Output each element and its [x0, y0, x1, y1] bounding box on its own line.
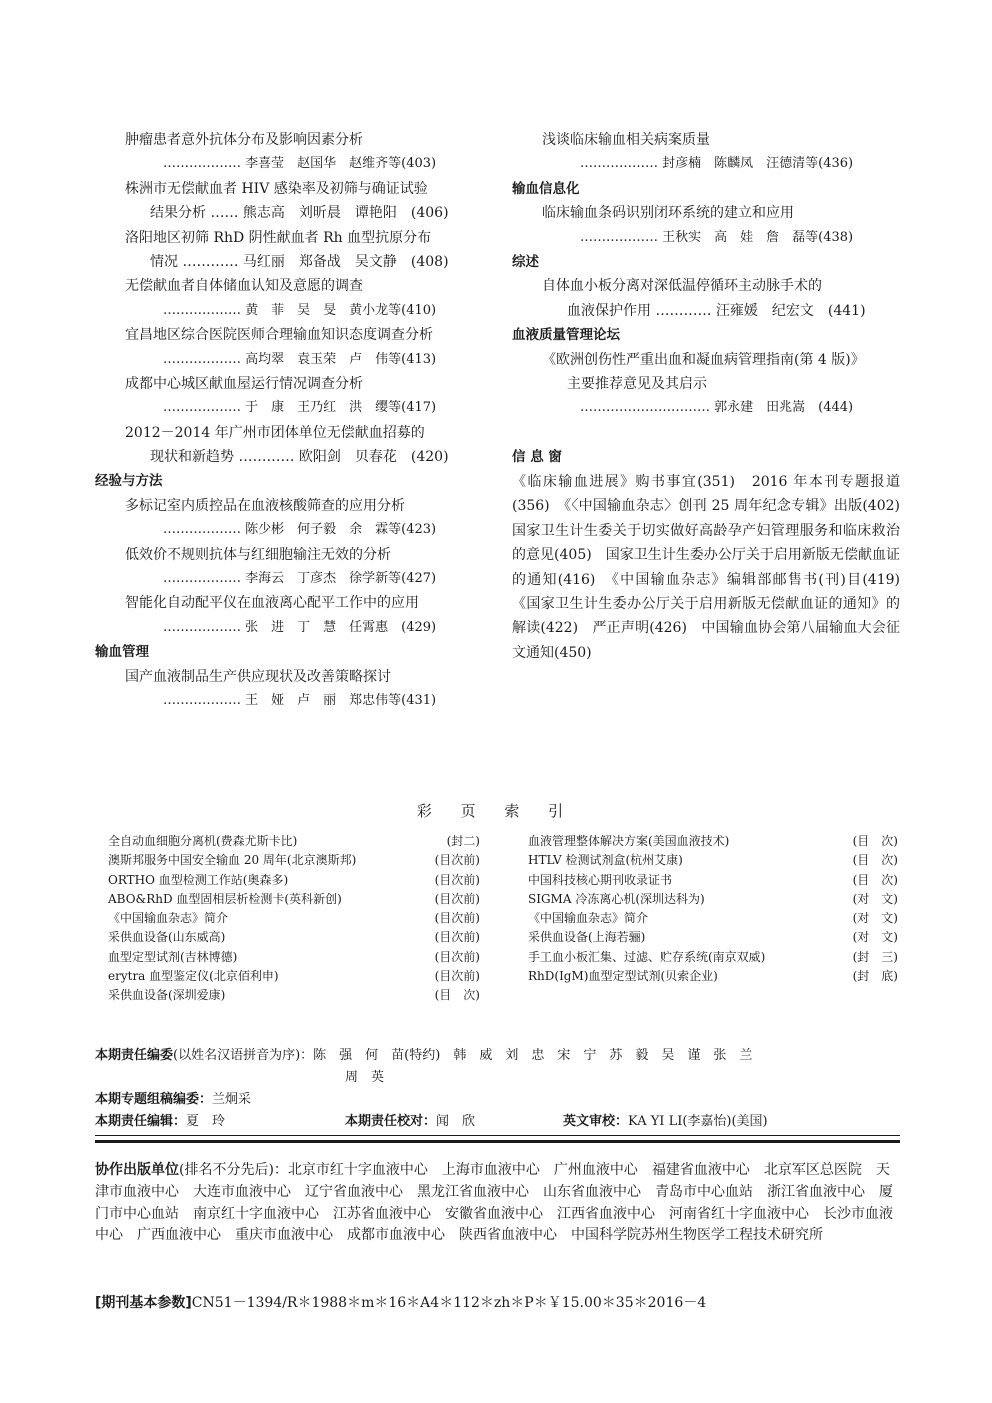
- special-editor-line: [95, 1090, 900, 1110]
- color-index-row: [108, 890, 480, 909]
- article-title: 株洲市无偿献血者 HIV 感染率及初筛与确证试验: [125, 180, 428, 197]
- proofreader-value: 闻 欣: [436, 1114, 476, 1129]
- color-index-page: (目次前): [434, 891, 480, 906]
- color-index-row: [108, 909, 480, 928]
- article-authors: ………………………… 郭永建 田兆嵩 (444): [580, 400, 854, 416]
- article-title: 国产血液制品生产供应现状及改善策略探讨: [125, 668, 391, 685]
- color-index-page: (对 文): [852, 891, 898, 906]
- article-title: 自体血小板分离对深低温停循环主动脉手术的: [542, 278, 822, 295]
- special-editor-value: 兰炯采: [212, 1092, 252, 1107]
- color-index-item: 血液管理整体解决方案(美国血液技术): [528, 834, 730, 848]
- color-index-row: [108, 851, 480, 870]
- color-index-title: 彩 页 索 引: [416, 802, 576, 820]
- article-authors: ……………… 李海云 丁彦杰 徐学新等(427): [163, 571, 437, 587]
- article-title: 现状和新趋势 ………… 欧阳剑 贝春花 (420): [150, 449, 449, 466]
- color-index-item: 全自动血细胞分离机(费森尤斯卡比): [108, 834, 298, 848]
- section-heading: 经验与方法: [95, 473, 163, 490]
- color-index-page: (封 三): [852, 949, 898, 964]
- color-index-item: HTLV 检测试剂盒(杭州艾康): [528, 853, 683, 868]
- color-index-page: (目 次): [434, 988, 480, 1003]
- color-index-left: [108, 832, 480, 1006]
- section-heading: 信 息 窗: [512, 449, 562, 466]
- color-index-page: (封 底): [852, 969, 898, 984]
- color-index-item: RhD(IgM)血型定型试剂(贝索企业): [528, 969, 718, 984]
- color-index-row: [108, 967, 480, 986]
- article-title: 结果分析 …… 熊志高 刘昕晨 谭艳阳 (406): [150, 205, 449, 222]
- contents-right-column: [512, 128, 902, 469]
- color-index-row: [528, 909, 898, 928]
- section-heading: 血液质量管理论坛: [512, 327, 620, 344]
- color-index-page: (目次前): [434, 911, 480, 926]
- article-title: 《欧洲创伤性严重出血和凝血病管理指南(第 4 版)》: [542, 351, 865, 368]
- color-index-item: erytra 血型鉴定仪(北京佰利申): [108, 969, 279, 984]
- editors-line-2: [345, 1067, 545, 1089]
- color-index-page: (对 文): [852, 930, 898, 945]
- color-index-page: (对 文): [852, 911, 898, 926]
- journal-parameters: [95, 1292, 900, 1314]
- article-title: 低效价不规则抗体与红细胞输注无效的分析: [125, 546, 391, 563]
- color-index-page: (目 次): [852, 853, 898, 868]
- article-title: 智能化自动配平仪在血液离心配平工作中的应用: [125, 595, 419, 612]
- color-index-item: 《中国输血杂志》简介: [528, 911, 649, 926]
- color-index-item: SIGMA 冷冻离心机(深圳达科为): [528, 891, 705, 906]
- color-index-row: [528, 890, 898, 909]
- editors-label: 本期责任编委: [95, 1048, 174, 1063]
- english-reviewer: [563, 1114, 768, 1129]
- article-authors: ……………… 王秋实 高 娃 詹 磊等(438): [580, 229, 854, 245]
- article-title: 洛阳地区初筛 RhD 阴性献血者 Rh 血型抗原分布: [125, 229, 432, 246]
- section-heading: 输血管理: [95, 644, 149, 661]
- color-index-row: [528, 948, 898, 967]
- color-index-page: (目 次): [852, 834, 898, 848]
- color-index-page: (目 次): [852, 872, 898, 887]
- color-index-row: [108, 832, 480, 851]
- article-title: 肿瘤患者意外抗体分布及影响因素分析: [125, 132, 363, 148]
- editors-names: 陈 强 何 苗(特约) 韩 威 刘 忠 宋 宁 苏 毅 吴 谨 张 兰: [313, 1048, 753, 1063]
- color-index-row: [528, 928, 898, 947]
- params-label: [期刊基本参数]: [95, 1295, 192, 1311]
- color-index-item: 采供血设备(上海若骊): [528, 930, 646, 945]
- special-editor-label: 本期专题组稿编委：: [95, 1092, 213, 1107]
- params-value: CN51－1394/R＊1988＊m＊16＊A4＊112＊zh＊P＊￥15.00＊35＊2016－4: [191, 1295, 707, 1311]
- color-index-row: [108, 871, 480, 890]
- info-window-text: [512, 470, 914, 665]
- article-authors: ……………… 王 娅 卢 丽 郑忠伟等(431): [163, 692, 437, 708]
- article-authors: ……………… 黄 菲 吴 旻 黄小龙等(410): [163, 302, 437, 318]
- article-title: 血液保护作用 ………… 汪雍媛 纪宏文 (441): [567, 302, 866, 319]
- article-title: 多标记室内质控品在血液核酸筛查的应用分析: [125, 497, 405, 514]
- article-authors: ……………… 于 康 王乃红 洪 缨等(417): [163, 400, 437, 416]
- article-title: 成都中心城区献血屋运行情况调查分析: [125, 375, 363, 392]
- cooperating-units: [95, 1160, 900, 1247]
- color-index-item: ORTHO 血型检测工作站(奥森多): [108, 872, 289, 887]
- coop-label: 协作出版单位: [95, 1162, 179, 1178]
- proofreader: [345, 1111, 563, 1133]
- color-index-item: 中国科技核心期刊收录证书: [528, 872, 673, 887]
- article-authors: ……………… 高均翠 袁玉荣 卢 伟等(413): [163, 351, 437, 367]
- color-index-page: (目次前): [434, 930, 480, 945]
- editors-names-2: 周 英: [345, 1070, 385, 1085]
- article-title: [512, 421, 902, 445]
- article-title: 宜昌地区综合医院医师合理输血知识态度调查分析: [125, 327, 433, 344]
- info-paragraph: 《临床输血进展》购书事宜(351) 2016 年本刊专题报道(356) 《〈中国输血杂志〉创刊 25 周年纪念专辑》出版(402) 国家卫生计生委关于切实做好高龄孕产妇管理服务和临床救治的意见(405) 国家卫生计生委办公厅关于启用新版无偿献血证的通知(416) 《中国输血杂志》编辑部邮售书(刊)目(419) 《国家卫生计生委办公厅关于启用新版无偿献血证的通知》的解读(422) 严正声明(426) 中国输血协会第八届输血大会征文通知(450): [512, 474, 914, 661]
- article-title: 浅谈临床输血相关病案质量: [542, 132, 710, 148]
- staff-line: [95, 1111, 900, 1133]
- editors-note: (以姓名汉语拼音为序)：: [173, 1048, 314, 1063]
- color-index-page: (目次前): [434, 853, 480, 868]
- section-heading: 综述: [512, 253, 539, 270]
- color-index-row: [108, 948, 480, 967]
- contents-left-column: [95, 128, 485, 713]
- article-title: 2012－2014 年广州市团体单位无偿献血招募的: [125, 424, 425, 441]
- color-index-row: [528, 851, 898, 870]
- color-index-item: 采供血设备(深圳爱康): [108, 988, 226, 1003]
- responsible-editor-value: 夏 玲: [186, 1114, 226, 1129]
- coop-note: (排名不分先后)：: [179, 1162, 288, 1178]
- editors-line: [95, 1045, 900, 1067]
- color-index-row: [108, 986, 480, 1005]
- responsible-editor-label: 本期责任编辑：: [95, 1114, 187, 1129]
- color-index-row: [528, 871, 898, 890]
- color-index-row: [528, 967, 898, 986]
- color-index-item: 《中国输血杂志》简介: [108, 911, 229, 926]
- color-index-item: 血型定型试剂(吉林博德): [108, 949, 238, 964]
- divider-thin: [95, 1135, 900, 1136]
- color-index-page: (封二): [446, 834, 480, 848]
- color-index-item: 澳斯邦服务中国安全输血 20 周年(北京澳斯邦): [108, 853, 357, 868]
- proofreader-label: 本期责任校对：: [345, 1114, 437, 1129]
- color-index-item: ABO&RhD 血型固相层析检测卡(英科新创): [108, 891, 342, 906]
- article-title: 主要推荐意见及其启示: [567, 375, 707, 392]
- color-index-item: 手工血小板汇集、过滤、贮存系统(南京双威): [528, 949, 766, 964]
- color-index-page: (目次前): [434, 949, 480, 964]
- color-index-page: (目次前): [434, 872, 480, 887]
- color-index-item: 采供血设备(山东威高): [108, 930, 226, 945]
- color-index-page: (目次前): [434, 969, 480, 984]
- color-index-row: [528, 832, 898, 851]
- article-authors: ……………… 陈少彬 何子毅 余 霖等(423): [163, 522, 437, 538]
- article-authors: ……………… 张 进 丁 慧 任霄惠 (429): [163, 619, 437, 635]
- english-reviewer-value: KA YI LI(李嘉怡)(美国): [628, 1114, 768, 1129]
- color-index-right: [528, 832, 898, 986]
- divider-thick: [95, 1140, 900, 1143]
- section-heading: 输血信息化: [512, 180, 580, 197]
- article-authors: ……………… 李喜莹 赵国华 赵维齐等(403): [163, 156, 437, 172]
- color-index-row: [108, 928, 480, 947]
- article-title: 无偿献血者自体储血认知及意愿的调查: [125, 278, 363, 295]
- responsible-editor: [95, 1111, 345, 1133]
- english-reviewer-label: 英文审校：: [563, 1114, 629, 1129]
- article-authors: ……………… 封彦楠 陈麟凤 汪德清等(436): [580, 156, 854, 172]
- article-title: 临床输血条码识别闭环系统的建立和应用: [542, 205, 794, 222]
- coop-text: 北京市红十字血液中心 上海市血液中心 广州血液中心 福建省血液中心 北京军区总医院 天津市血液中心 大连市血液中心 辽宁省血液中心 黑龙江省血液中心 山东省血液中心 青岛市中心血站 浙江省血液中心 厦门市中心血站 南京红十字血液中心 江苏省血液中心 安徽省血液中心 江西省血液中心 河南省红十字血液中心 长沙市血液中心 广西血液中心 重庆市血液中心 成都市血液中心 陕西省血液中心 中国科学院苏州生物医学工程技术研究所: [95, 1162, 893, 1244]
- article-title: 情况 ………… 马红丽 郑备战 吴文静 (408): [150, 253, 449, 270]
